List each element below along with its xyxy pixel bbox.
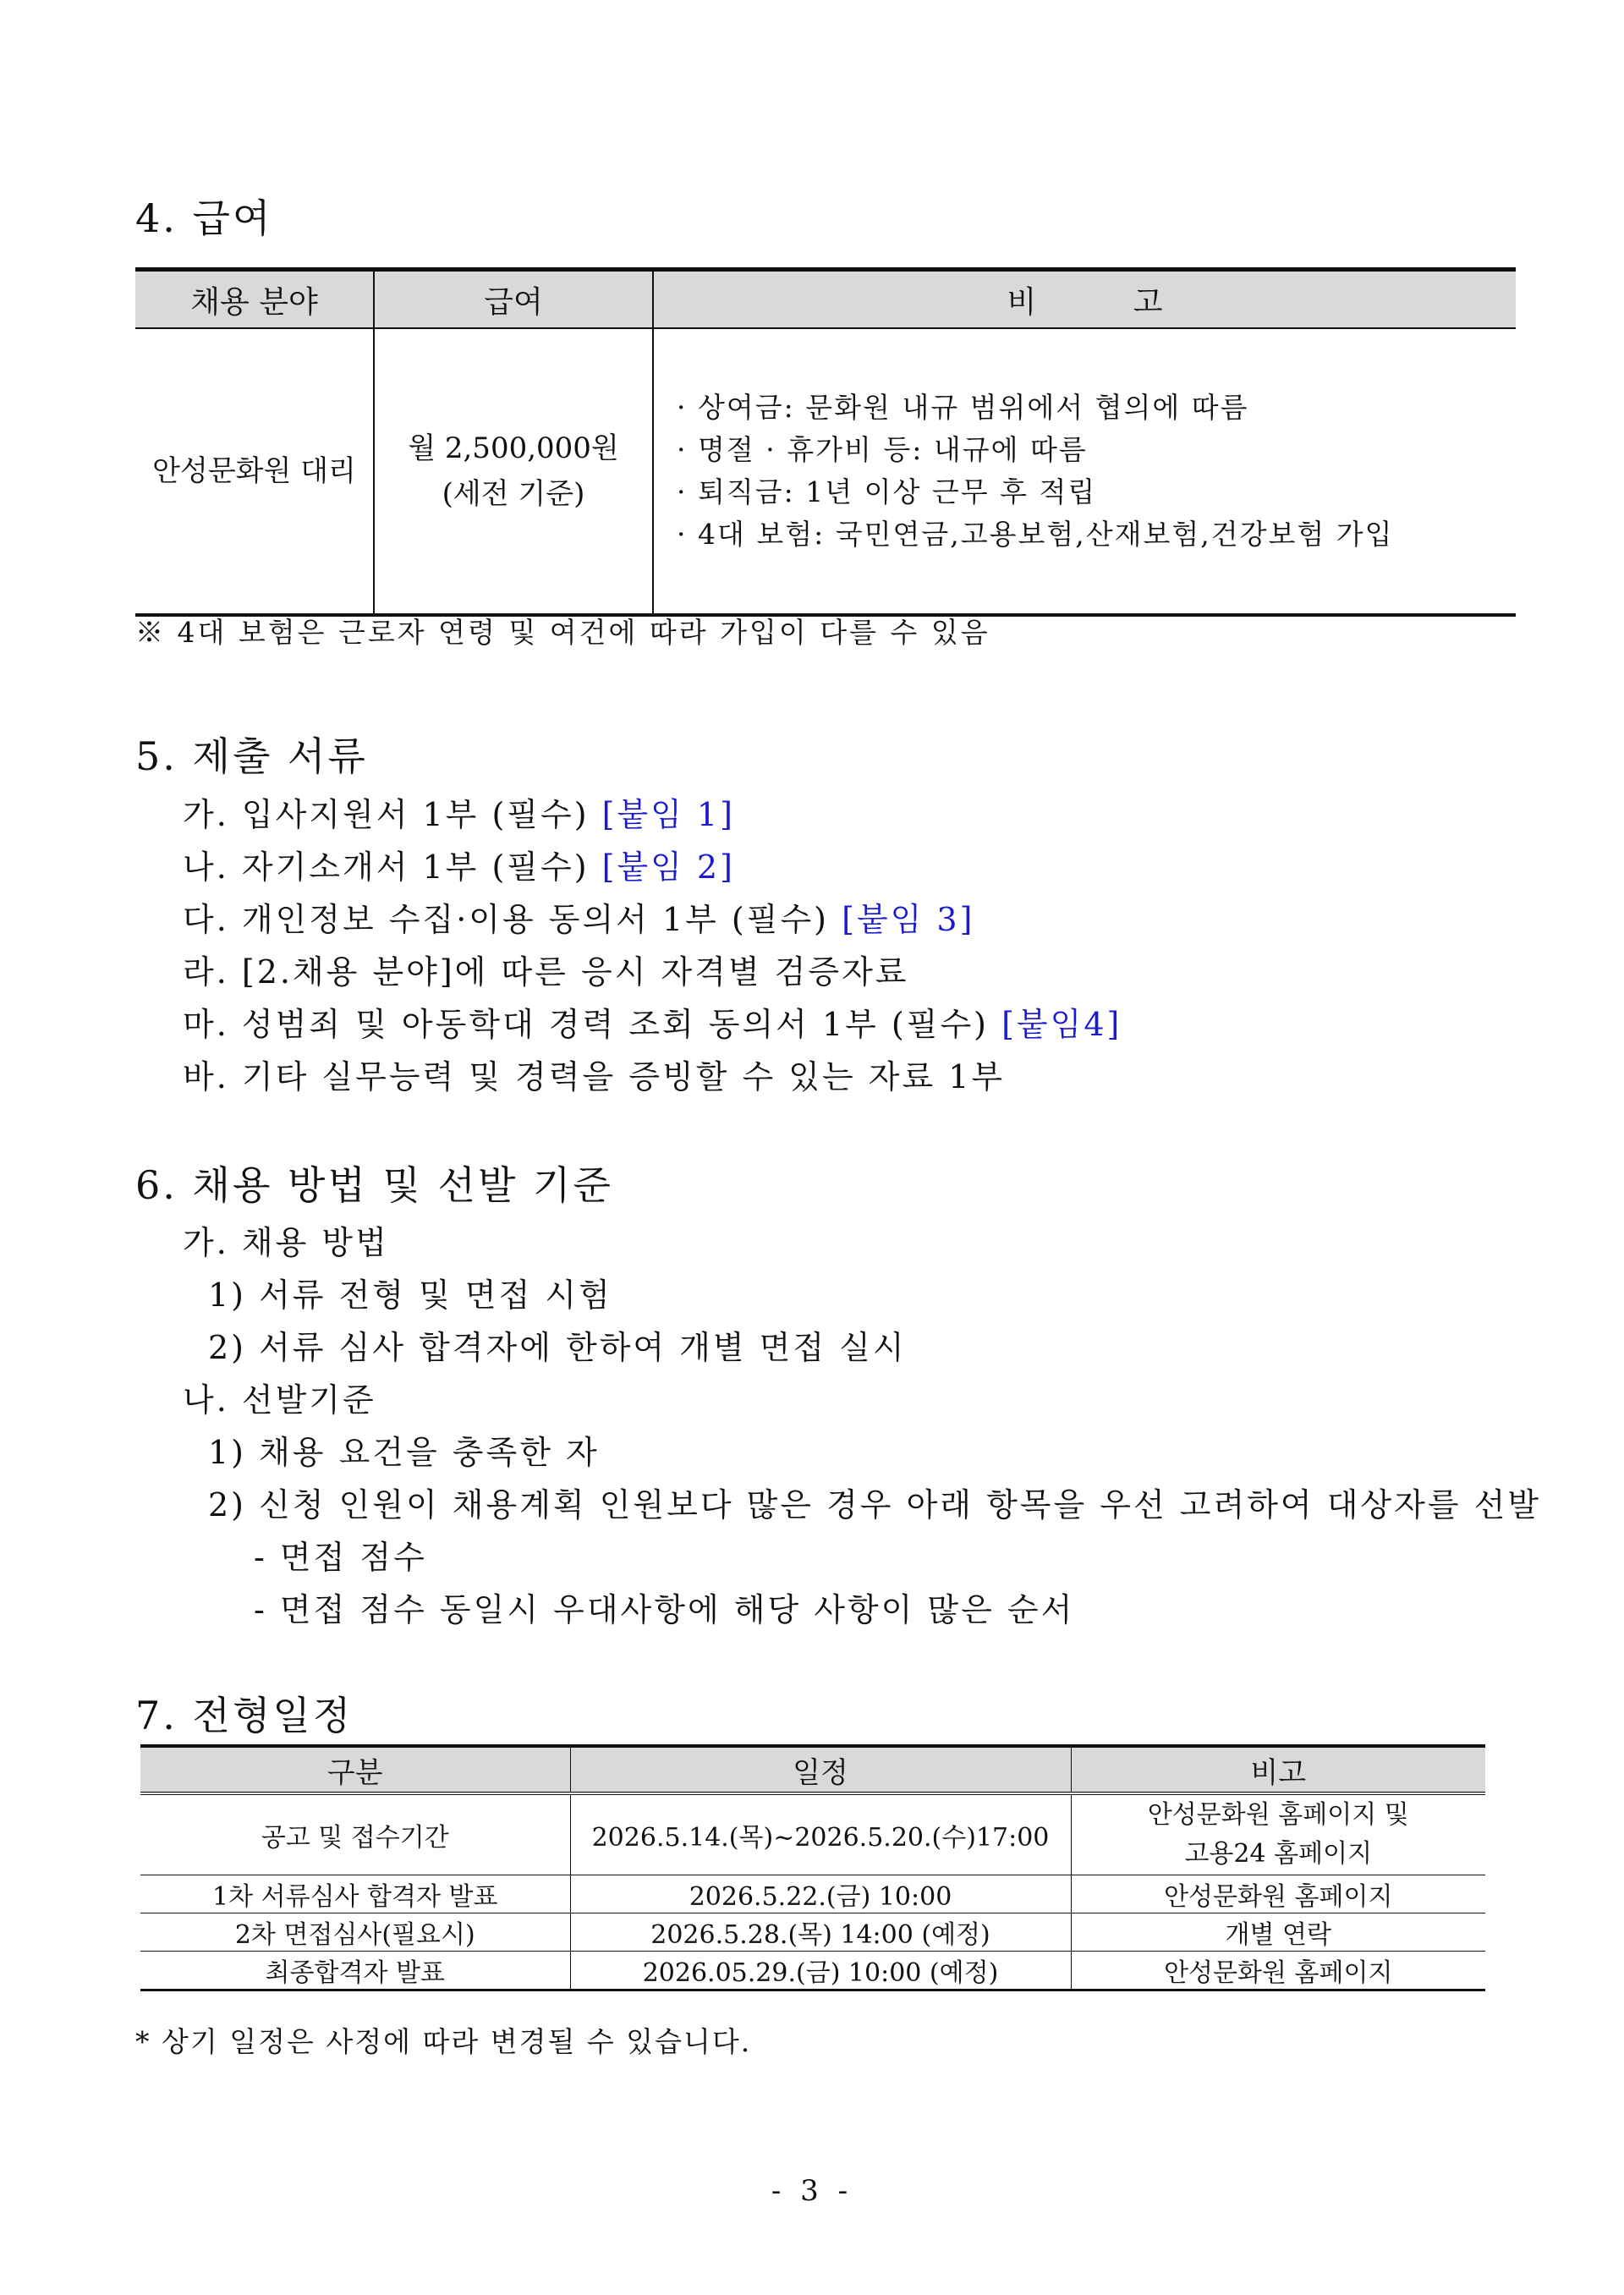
- date-cell: 2026.5.22.(금) 10:00: [570, 1875, 1071, 1913]
- note-cell: 안성문화원 홈페이지: [1071, 1951, 1485, 1990]
- method-a1: 1) 서류 전형 및 면접 시험: [208, 1277, 612, 1314]
- date-cell: 2026.05.29.(금) 10:00 (예정): [570, 1951, 1071, 1990]
- pay-amount: 월 2,500,000원: [408, 431, 619, 465]
- document-item: 가. 입사지원서 1부 (필수) [붙임 1]: [183, 796, 735, 833]
- note-cell: 안성문화원 홈페이지: [1071, 1875, 1485, 1913]
- method-b2a: - 면접 점수: [254, 1539, 427, 1576]
- schedule-row: [140, 1913, 1485, 1951]
- stage-cell: 2차 면접심사(필요시): [140, 1913, 570, 1951]
- salary-table: [135, 267, 1516, 617]
- method-b2: 2) 신청 인원이 채용계획 인원보다 많은 경우 아래 항목을 우선 고려하여 대상자를 선발: [208, 1486, 1542, 1524]
- notes-list: [655, 387, 1515, 556]
- page-number: - 3 -: [771, 2174, 853, 2208]
- method-b2b: - 면접 점수 동일시 우대사항에 해당 사항이 많은 순서: [254, 1591, 1075, 1628]
- stage-cell: 최종합격자 발표: [140, 1951, 570, 1990]
- header-notes: 비 고: [653, 270, 1516, 329]
- schedule-table-header: [140, 1746, 1485, 1793]
- note-item: · 4대 보험: 국민연금,고용보험,산재보험,건강보험 가입: [677, 518, 1394, 551]
- header-pay: 급여: [374, 270, 653, 329]
- attachment-ref: [붙임 1]: [601, 796, 735, 833]
- note-item: · 퇴직금: 1년 이상 근무 후 적립: [677, 475, 1097, 508]
- attachment-ref: [붙임 2]: [601, 848, 735, 886]
- attachment-ref: [붙임4]: [1001, 1006, 1122, 1043]
- method-a-title: 가. 채용 방법: [183, 1224, 389, 1261]
- header-stage: 구분: [140, 1746, 570, 1793]
- note-item: · 상여금: 문화원 내규 범위에서 협의에 따름: [677, 391, 1249, 424]
- document-item: 라. [2.채용 분야]에 따른 응시 자격별 검증자료: [183, 953, 909, 991]
- method-b-title: 나. 선발기준: [183, 1381, 376, 1419]
- document-item: 마. 성범죄 및 아동학대 경력 조회 동의서 1부 (필수) [붙임4]: [183, 1006, 1122, 1043]
- header-field: 채용 분야: [135, 270, 374, 329]
- schedule-row: [140, 1951, 1485, 1990]
- pay-basis: (세전 기준): [442, 477, 585, 511]
- header-note: 비고: [1071, 1746, 1485, 1793]
- document-item: 다. 개인정보 수집·이용 동의서 1부 (필수) [붙임 3]: [183, 901, 975, 938]
- section-6-title: 6. 채용 방법 및 선발 기준: [135, 1162, 613, 1208]
- date-cell: 2026.5.28.(목) 14:00 (예정): [570, 1913, 1071, 1951]
- date-cell: 2026.5.14.(목)~2026.5.20.(수)17:00: [570, 1793, 1071, 1875]
- schedule-footnote: * 상기 일정은 사정에 따라 변경될 수 있습니다.: [135, 2025, 752, 2058]
- note-cell: 개별 연락: [1071, 1913, 1485, 1951]
- document-item: 바. 기타 실무능력 및 경력을 증빙할 수 있는 자료 1부: [183, 1058, 1006, 1095]
- section-7-title: 7. 전형일정: [135, 1693, 354, 1738]
- salary-table-header: [135, 270, 1516, 329]
- method-b1: 1) 채용 요건을 충족한 자: [208, 1434, 600, 1471]
- stage-cell: 공고 및 접수기간: [140, 1793, 570, 1875]
- document-item: 나. 자기소개서 1부 (필수) [붙임 2]: [183, 848, 735, 886]
- header-date: 일정: [570, 1746, 1071, 1793]
- schedule-table: [140, 1744, 1485, 1991]
- schedule-row: [140, 1793, 1485, 1875]
- attachment-ref: [붙임 3]: [842, 901, 975, 938]
- salary-table-row: [135, 328, 1516, 615]
- salary-footnote: ※ 4대 보험은 근로자 연령 및 여건에 따라 가입이 다를 수 있음: [135, 616, 990, 649]
- section-5-title: 5. 제출 서류: [135, 733, 368, 779]
- section-4-title: 4. 급여: [135, 195, 273, 241]
- note-cell: 안성문화원 홈페이지 및 고용24 홈페이지: [1071, 1793, 1485, 1875]
- method-a2: 2) 서류 심사 합격자에 한하여 개별 면접 실시: [208, 1329, 907, 1366]
- field-cell: 안성문화원 대리: [135, 328, 374, 615]
- stage-cell: 1차 서류심사 합격자 발표: [140, 1875, 570, 1913]
- schedule-row: [140, 1875, 1485, 1913]
- pay-cell: [374, 328, 653, 615]
- note-item: · 명절 · 휴가비 등: 내규에 따름: [677, 433, 1088, 466]
- notes-cell: [653, 328, 1516, 615]
